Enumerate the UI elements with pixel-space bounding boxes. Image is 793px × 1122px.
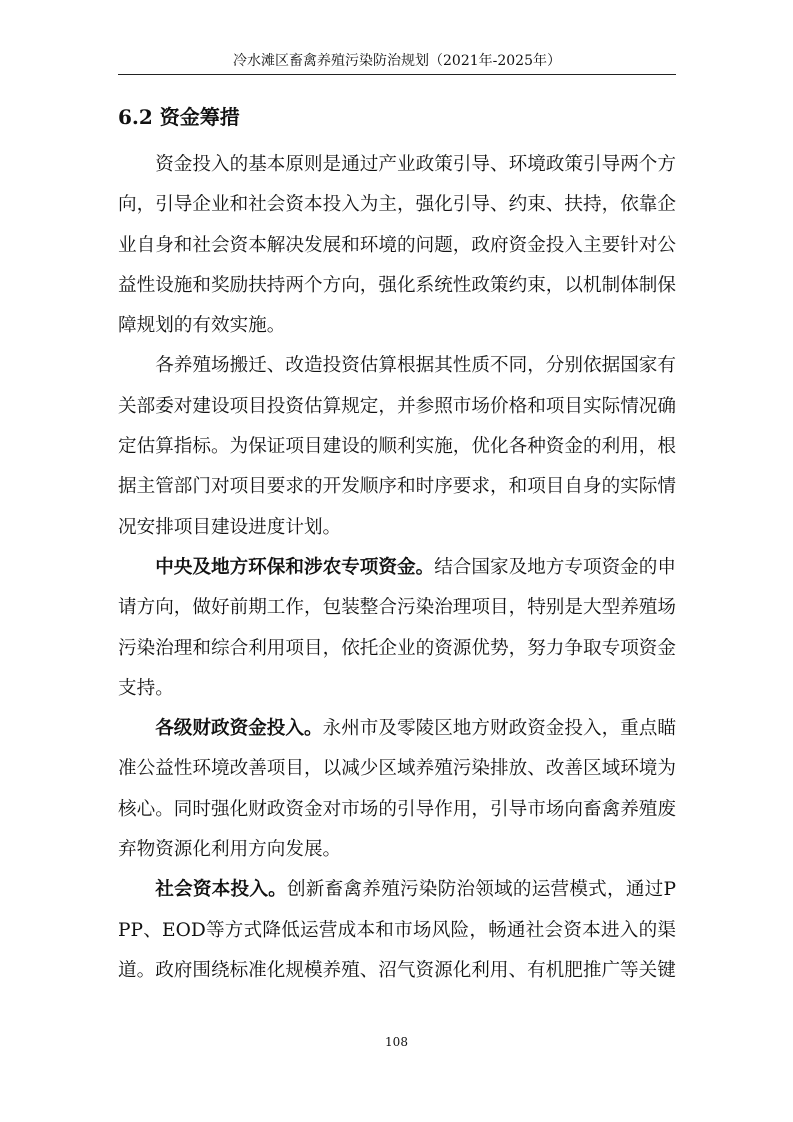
paragraph-investment-estimate (118, 346, 676, 547)
paragraph-text: 结合国家及地方专项资金的申请方向，做好前期工作，包装整合污染治理项目，特别是大型养殖场污染治理和综合利用项目，依托企业的资源优势，努力争取专项资金支持。 (118, 556, 676, 699)
paragraph-lead: 社会资本投入。 (155, 879, 287, 901)
paragraph-social-capital (118, 870, 676, 991)
page-number: 108 (385, 1035, 408, 1049)
paragraph-text: 创新畜禽养殖污染防治领域的运营模式，通过PPP、EOD等方式降低运营成本和市场风险，畅通社会资本进入的渠道。政府围绕标准化规模养殖、沼气资源化利用、有机肥推广等关键 (118, 879, 676, 981)
header-divider (118, 74, 676, 75)
paragraph-fiscal-funds (118, 709, 676, 870)
paragraph-text: 资金投入的基本原则是通过产业政策引导、环境政策引导两个方向，引导企业和社会资本投入为主，强化引导、约束、扶持，依靠企业自身和社会资本解决发展和环境的问题，政府资金投入主要针对公益性设施和奖励扶持两个方向，强化系统性政策约束，以机制体制保障规划的有效实施。 (118, 154, 676, 337)
paragraph-special-funds (118, 548, 676, 709)
paragraph-funding-principles (118, 145, 676, 346)
section-title: 6.2 资金筹措 (118, 105, 240, 129)
paragraph-lead: 各级财政资金投入。 (155, 718, 323, 740)
paragraph-text: 各养殖场搬迁、改造投资估算根据其性质不同，分别依据国家有关部委对建设项目投资估算规定，并参照市场价格和项目实际情况确定估算指标。为保证项目建设的顺利实施，优化各种资金的利用，根据主管部门对项目要求的开发顺序和时序要求，和项目自身的实际情况安排项目建设进度计划。 (118, 355, 676, 538)
paragraph-text: 永州市及零陵区地方财政资金投入，重点瞄准公益性环境改善项目，以减少区域养殖污染排放、改善区域环境为核心。同时强化财政资金对市场的引导作用，引导市场向畜禽养殖废弃物资源化利用方向发展。 (118, 718, 676, 861)
paragraph-lead: 中央及地方环保和涉农专项资金。 (155, 556, 435, 578)
running-header: 冷水滩区畜禽养殖污染防治规划（2021年-2025年） (233, 53, 561, 69)
body-text (118, 145, 676, 991)
